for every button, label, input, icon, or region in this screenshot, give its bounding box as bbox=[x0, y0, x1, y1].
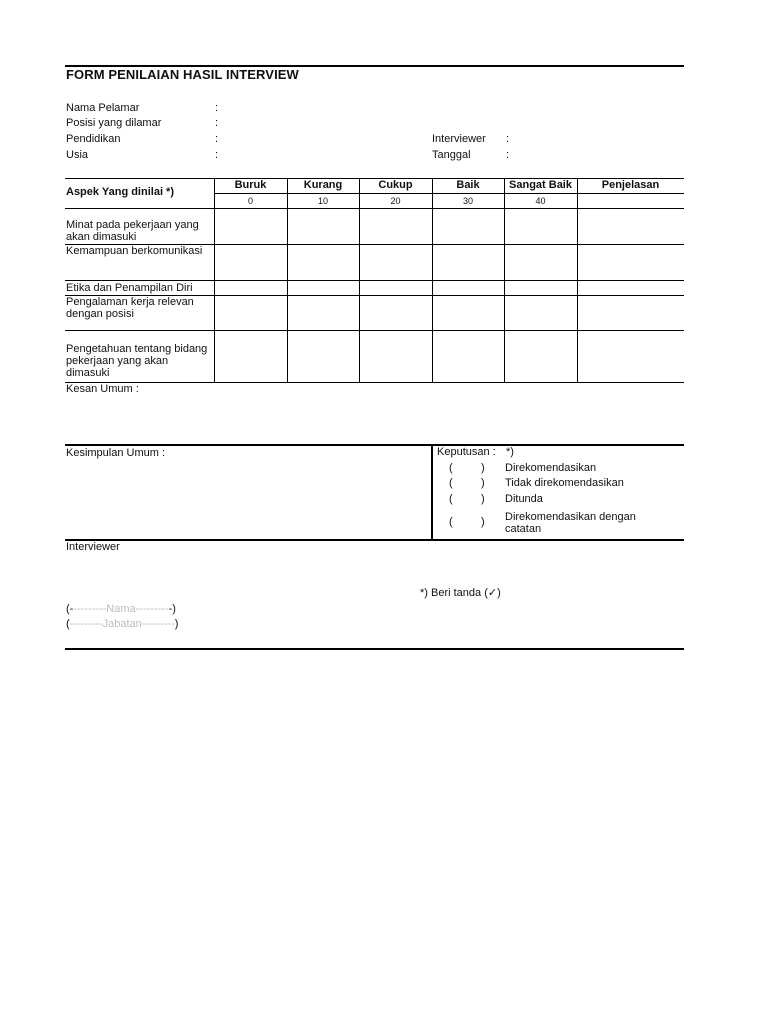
table-score-line bbox=[214, 193, 684, 194]
option-close-paren[interactable]: ) bbox=[481, 477, 485, 489]
signature-name-close: -) bbox=[168, 603, 176, 615]
rating-cell[interactable] bbox=[215, 331, 287, 382]
explanation-cell[interactable] bbox=[578, 296, 684, 330]
footnote: *) Beri tanda (✓) bbox=[420, 587, 501, 599]
kesimpulan-top-line bbox=[65, 444, 684, 446]
rating-cell[interactable] bbox=[215, 281, 287, 295]
col-header-penjelasan: Penjelasan bbox=[601, 179, 660, 191]
rating-cell[interactable] bbox=[433, 281, 504, 295]
rating-cell[interactable] bbox=[505, 281, 577, 295]
signature-title-open: ( bbox=[66, 618, 70, 630]
aspect-header: Aspek Yang dinilai *) bbox=[66, 186, 174, 198]
field-sep-pendidikan: : bbox=[215, 133, 219, 145]
option-open-paren[interactable]: ( bbox=[449, 477, 453, 489]
rating-cell[interactable] bbox=[360, 331, 432, 382]
signature-name-placeholder: ---------Nama--------- bbox=[73, 603, 169, 615]
field-sep-nama: : bbox=[215, 102, 219, 114]
kesimpulan-bottom-line bbox=[65, 539, 684, 541]
field-label-posisi: Posisi yang dilamar bbox=[66, 117, 162, 129]
kesimpulan-divider bbox=[431, 445, 433, 540]
rating-cell[interactable] bbox=[288, 281, 359, 295]
field-label-nama: Nama Pelamar bbox=[66, 102, 140, 114]
explanation-cell[interactable] bbox=[578, 245, 684, 280]
option-close-paren[interactable]: ) bbox=[481, 493, 485, 505]
signature-label: Interviewer bbox=[66, 541, 120, 553]
rating-cell[interactable] bbox=[360, 245, 432, 280]
aspect-row-pengalaman: Pengalaman kerja relevan dengan posisi bbox=[66, 296, 194, 320]
table-bottom-line bbox=[65, 382, 684, 383]
rating-cell[interactable] bbox=[360, 281, 432, 295]
rating-cell[interactable] bbox=[215, 296, 287, 330]
rating-cell[interactable] bbox=[288, 296, 359, 330]
explanation-cell[interactable] bbox=[578, 331, 684, 382]
signature-name-line[interactable] bbox=[66, 603, 176, 616]
aspect-row-etika: Etika dan Penampilan Diri bbox=[66, 282, 193, 294]
rating-cell[interactable] bbox=[215, 209, 287, 244]
option-open-paren[interactable]: ( bbox=[449, 493, 453, 505]
rating-cell[interactable] bbox=[288, 245, 359, 280]
signature-title-placeholder: ---------Jabatan--------- bbox=[69, 618, 175, 630]
option-direkomendasikan-dengan-catatan: Direkomendasikan dengan catatan bbox=[505, 511, 636, 535]
col-header-buruk: Buruk bbox=[234, 179, 267, 191]
signature-title-line[interactable] bbox=[66, 618, 178, 631]
aspect-row-pengetahuan: Pengetahuan tentang bidang pekerjaan yang akan dimasuki bbox=[66, 343, 208, 379]
option-open-paren[interactable]: ( bbox=[449, 462, 453, 474]
form-title: FORM PENILAIAN HASIL INTERVIEW bbox=[66, 67, 299, 82]
field-sep-usia: : bbox=[215, 149, 219, 161]
rating-cell[interactable] bbox=[288, 209, 359, 244]
explanation-cell[interactable] bbox=[578, 281, 684, 295]
rating-cell[interactable] bbox=[433, 245, 504, 280]
col-header-sangat-baik: Sangat Baik bbox=[509, 179, 572, 191]
aspect-row-komunikasi: Kemampuan berkomunikasi bbox=[66, 245, 203, 257]
rating-cell[interactable] bbox=[505, 331, 577, 382]
rating-cell[interactable] bbox=[505, 296, 577, 330]
option-tidak-direkomendasikan: Tidak direkomendasikan bbox=[505, 477, 624, 489]
rating-cell[interactable] bbox=[505, 245, 577, 280]
col-score-baik: 30 bbox=[462, 196, 473, 206]
field-label-interviewer: Interviewer bbox=[432, 133, 486, 145]
signature-title-close: ) bbox=[174, 618, 179, 630]
keputusan-note: *) bbox=[506, 446, 514, 458]
kesan-umum-label: Kesan Umum : bbox=[66, 383, 139, 395]
field-sep-interviewer: : bbox=[506, 133, 510, 145]
kesimpulan-label: Kesimpulan Umum : bbox=[66, 447, 166, 459]
field-sep-tanggal: : bbox=[506, 149, 510, 161]
top-rule bbox=[65, 65, 684, 67]
signature-name-open: (- bbox=[66, 603, 74, 615]
option-close-paren[interactable]: ) bbox=[481, 516, 485, 528]
col-header-cukup: Cukup bbox=[378, 179, 413, 191]
rating-cell[interactable] bbox=[360, 296, 432, 330]
field-label-tanggal: Tanggal bbox=[432, 149, 471, 161]
option-ditunda: Ditunda bbox=[505, 493, 543, 505]
rating-cell[interactable] bbox=[505, 209, 577, 244]
field-sep-posisi: : bbox=[215, 117, 219, 129]
rating-cell[interactable] bbox=[433, 331, 504, 382]
bottom-rule bbox=[65, 648, 684, 650]
rating-cell[interactable] bbox=[360, 209, 432, 244]
field-label-pendidikan: Pendidikan bbox=[66, 133, 121, 145]
col-score-sangat-baik: 40 bbox=[535, 196, 546, 206]
col-header-baik: Baik bbox=[456, 179, 480, 191]
option-close-paren[interactable]: ) bbox=[481, 462, 485, 474]
aspect-row-minat: Minat pada pekerjaan yang akan dimasuki bbox=[66, 219, 199, 243]
rating-cell[interactable] bbox=[215, 245, 287, 280]
explanation-cell[interactable] bbox=[578, 209, 684, 244]
field-label-usia: Usia bbox=[66, 149, 89, 161]
rating-cell[interactable] bbox=[288, 331, 359, 382]
col-score-buruk: 0 bbox=[247, 196, 253, 206]
col-score-kurang: 10 bbox=[317, 196, 328, 206]
option-open-paren[interactable]: ( bbox=[449, 516, 453, 528]
col-score-cukup: 20 bbox=[390, 196, 401, 206]
keputusan-label: Keputusan : bbox=[437, 446, 496, 458]
option-direkomendasikan: Direkomendasikan bbox=[505, 462, 597, 474]
rating-cell[interactable] bbox=[433, 296, 504, 330]
col-header-kurang: Kurang bbox=[303, 179, 343, 191]
rating-cell[interactable] bbox=[433, 209, 504, 244]
